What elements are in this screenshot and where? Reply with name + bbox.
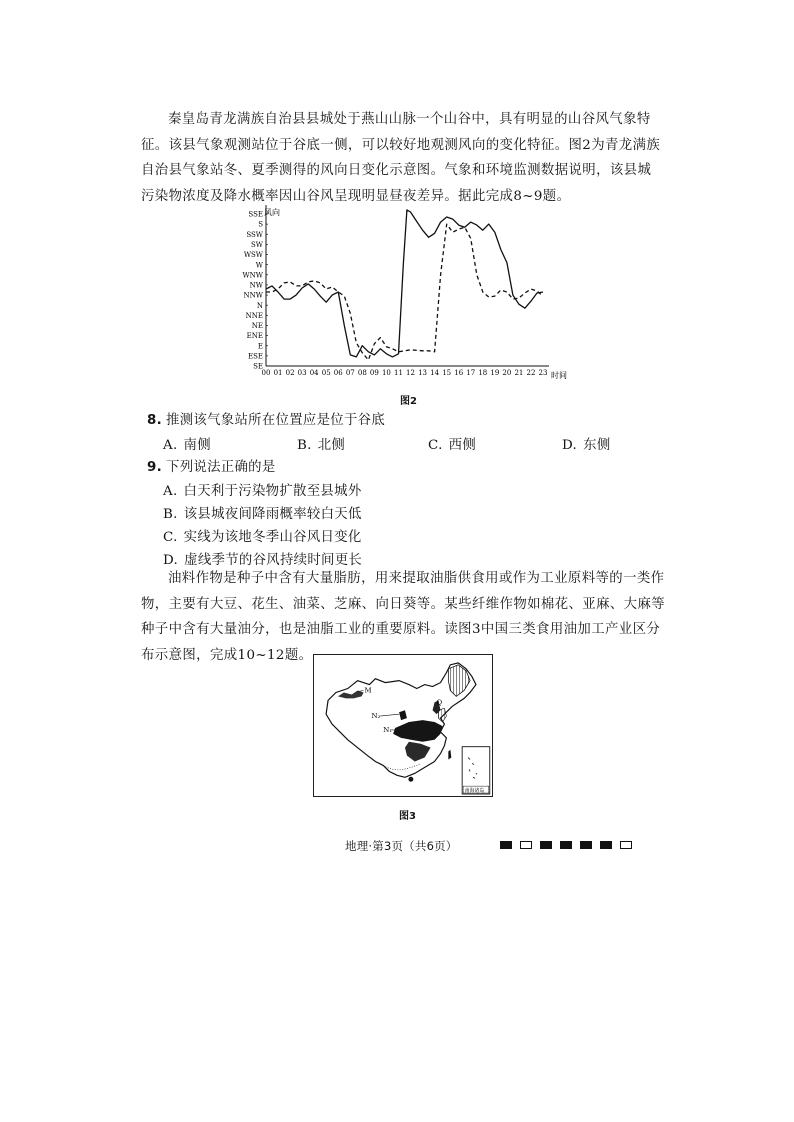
chart-y-tick-label: SSE <box>248 210 263 219</box>
chart-x-tick-label: 20 <box>502 369 512 377</box>
question-8-option-a[interactable] <box>163 434 211 453</box>
passage-1: 秦皇岛青龙满族自治县县城处于燕山山脉一个山谷中，具有明显的山谷风气象特征。该县气象观测站位于谷底一侧，可以较好地观测风向的变化特征。图2为青龙满族自治县气象站冬、夏季测得的风向日变化示意图。气象和环境监测数据说明，该县城污染物浓度及降水概率因山谷风呈现明显昼夜差异。据此完成8~9题。 <box>141 112 661 204</box>
china-oil-industry-map <box>313 654 493 797</box>
option-text: 东侧 <box>583 438 611 453</box>
chart-y-tick-label: W <box>255 261 263 270</box>
chart-y-tick-label: WNW <box>242 271 263 280</box>
chart-x-tick-label: 22 <box>526 369 536 377</box>
chart-y-tick-label: NNE <box>245 311 263 320</box>
page-footer: 地理·第3页（共6页） <box>345 839 458 853</box>
question-9-option-a[interactable] <box>163 480 362 499</box>
chart-x-tick-label: 17 <box>466 369 476 377</box>
chart-y-tick-label: SW <box>251 241 263 249</box>
chart-y-axis-title: 风向 <box>264 208 280 217</box>
south-sea-label: 南海诸岛 <box>464 788 485 795</box>
chart-y-tick-label: NW <box>249 281 263 290</box>
map-label-m: M <box>364 686 372 695</box>
option-letter: B. <box>297 438 312 453</box>
chart-x-tick-label: 05 <box>321 369 331 377</box>
chart-x-tick-label: 14 <box>430 369 440 377</box>
question-8-text: 推测该气象站所在位置应是位于谷底 <box>166 413 386 428</box>
question-9-option-c[interactable] <box>163 526 362 545</box>
hainan-island <box>408 777 413 782</box>
footer-mark-filled <box>560 841 572 849</box>
option-letter: A. <box>163 484 178 499</box>
chart-x-axis-title: 时间 <box>551 371 567 380</box>
question-8-option-c[interactable] <box>428 434 476 453</box>
chart-y-tick-label: SE <box>253 362 263 371</box>
china-map-svg <box>314 655 492 796</box>
map-label-n1: N₁ <box>383 725 393 734</box>
chart-y-tick-label: NE <box>251 322 263 331</box>
chart-y-tick-label: ESE <box>247 352 263 361</box>
question-9-option-b[interactable] <box>163 503 362 522</box>
option-letter: A. <box>163 438 178 453</box>
question-8-number: 8. <box>147 413 163 428</box>
chart-y-tick-label: S <box>258 220 263 229</box>
question-8-option-b[interactable] <box>297 434 345 453</box>
question-8-stem <box>147 409 385 428</box>
chart-y-tick-label: NNW <box>243 291 263 300</box>
chart-x-tick-label: 09 <box>369 369 379 377</box>
wind-direction-chart <box>236 203 576 383</box>
chart-y-tick-label: ENE <box>246 332 263 341</box>
option-text: 实线为该地冬季山谷风日变化 <box>183 530 362 545</box>
question-9-stem <box>147 456 276 475</box>
footer-mark-filled <box>500 841 512 849</box>
question-9-text: 下列说法正确的是 <box>166 460 276 475</box>
chart-x-tick-label: 16 <box>454 369 464 377</box>
chart-y-tick-label: WSW <box>243 251 263 260</box>
question-9-number: 9. <box>147 460 163 475</box>
option-text: 北侧 <box>317 438 346 453</box>
chart-x-tick-label: 02 <box>285 369 295 377</box>
footer-mark-filled <box>600 841 612 849</box>
chart-x-tick-label: 04 <box>309 369 319 377</box>
footer-mark-filled <box>540 841 552 849</box>
chart-x-tick-label: 13 <box>418 369 428 377</box>
option-text: 南侧 <box>183 438 211 453</box>
chart-y-tick-label: SSW <box>246 230 263 239</box>
footer-mark-empty <box>520 841 532 849</box>
chart-x-tick-label: 15 <box>442 369 452 377</box>
chart-x-tick-label: 12 <box>406 369 415 377</box>
chart-y-tick-label: N <box>256 301 263 310</box>
map-label-q: Q <box>436 698 443 707</box>
footer-marks <box>500 841 632 851</box>
chart-x-tick-label: 18 <box>478 369 488 377</box>
chart-x-tick-label: 00 <box>261 369 271 377</box>
chart-x-tick-label: 19 <box>490 369 500 377</box>
chart-x-tick-label: 21 <box>514 369 524 377</box>
chart-x-tick-label: 11 <box>394 369 403 377</box>
passage-2: 油料作物是种子中含有大量脂肪，用来提取油脂供食用或作为工业原料等的一类作物，主要有大豆、花生、油菜、芝麻、向日葵等。某些纤维作物如棉花、亚麻、大麻等种子中含有大量油分，也是油脂工业的重要原料。读图3中国三类食用油加工产业区分布示意图，完成10~12题。 <box>141 571 666 663</box>
footer-mark-empty <box>620 841 632 849</box>
chart-y-tick-label: E <box>257 342 263 351</box>
chart-x-tick-label: 06 <box>333 369 343 377</box>
option-letter: C. <box>163 530 178 545</box>
figure-2-caption: 图2 <box>400 396 417 407</box>
chart-x-tick-label: 23 <box>538 369 548 377</box>
taiwan-island <box>448 750 451 760</box>
option-letter: C. <box>428 438 443 453</box>
map-label-n2: N₂ <box>371 712 381 721</box>
figure-3-caption: 图3 <box>399 811 416 822</box>
option-letter: D. <box>163 553 179 568</box>
chart-x-tick-label: 01 <box>273 369 283 377</box>
chart-x-tick-label: 08 <box>357 369 367 377</box>
wind-direction-chart-svg <box>236 203 576 383</box>
option-text: 虚线季节的谷风持续时间更长 <box>184 553 363 568</box>
option-text: 白天利于污染物扩散至县城外 <box>183 484 362 499</box>
footer-mark-filled <box>580 841 592 849</box>
option-text: 该县城夜间降雨概率较白天低 <box>183 507 362 522</box>
chart-x-tick-label: 07 <box>345 369 355 377</box>
question-8-option-d[interactable] <box>562 434 611 453</box>
option-letter: D. <box>562 438 578 453</box>
option-text: 西侧 <box>448 438 477 453</box>
chart-x-tick-label: 03 <box>297 369 307 377</box>
chart-series-solid <box>266 210 543 357</box>
option-letter: B. <box>163 507 178 522</box>
chart-x-tick-label: 10 <box>381 369 391 377</box>
